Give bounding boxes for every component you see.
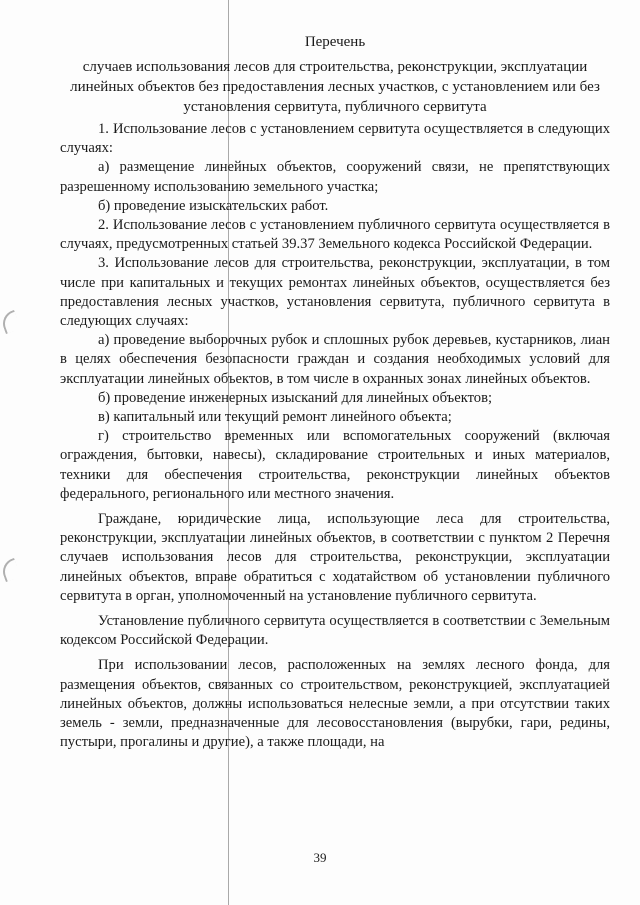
paragraph-1: 1. Использование лесов с установлением сервитута осуществляется в следующих случаях: [60,121,610,157]
paragraph-servitude: Установление публичного сервитута осуществляется в соответствии с Земельным кодексом Российской Федерации. [60,613,610,649]
paragraph-3: 3. Использование лесов для строительства, реконструкции, эксплуатации, в том числе при капитальных и текущих ремонтах линейных объектов, осуществляется без предоставления лесных участков, установления сервитута, публичного сервитута в следующих случаях: [60,255,610,330]
paragraph-3a: а) проведение выборочных рубок и сплошных рубок деревьев, кустарников, лиан в целях обеспечения безопасности граждан и создания необходимых условий для эксплуатации линейных объектов, в том числе в охранных зонах линейных объектов. [60,332,610,387]
document-subtitle: случаев использования лесов для строительства, реконструкции, эксплуатации линейных объектов без предоставления лесных участков, с установлением или без установления сервитута, публичного сервитута [70,59,600,115]
punch-hole-mark [0,558,21,582]
paragraph-3b: б) проведение инженерных изысканий для линейных объектов; [98,389,493,406]
paragraph-forest-use: При использовании лесов, расположенных на землях лесного фонда, для размещения объектов, связанных со строительством, реконструкцией, эксплуатацией линейных объектов, должны использоваться нелесные земли, а при отсутствии таких земель - земли, предназначенные для лесовосстановления (вырубки, гари, редины, пустыри, прогалины и другие), а также площади, на [60,657,610,751]
document-page [60,32,610,753]
paragraph-3g: г) строительство временных или вспомогательных сооружений (включая ограждения, бытовки, навесы), складирование строительных и иных материалов, техники для обеспечения строительства, реконструкции линейных объектов федерального, регионального или местного значения. [60,428,610,502]
paragraph-citizens: Граждане, юридические лица, использующие леса для строительства, реконструкции, эксплуатации линейных объектов, в соответствии с пунктом 2 Перечня случаев использования лесов для строительства, реконструкции, эксплуатации линейных объектов, вправе обратиться с ходатайством об установлении публичного сервитута в орган, уполномоченный на установление публичного сервитута. [60,511,610,604]
paragraph-1a: а) размещение линейных объектов, сооружений связи, не препятствующих разрешенному использованию земельного участка; [60,159,610,195]
paragraph-2: 2. Использование лесов с установлением публичного сервитута осуществляется в случаях, предусмотренных статьей 39.37 Земельного кодекса Российской Федерации. [60,217,610,253]
document-title: Перечень [304,34,366,50]
page-number: 39 [313,850,327,865]
punch-hole-mark [0,310,21,334]
paragraph-3v: в) капитальный или текущий ремонт линейного объекта; [98,409,452,426]
paragraph-1b: б) проведение изыскательских работ. [98,197,329,214]
